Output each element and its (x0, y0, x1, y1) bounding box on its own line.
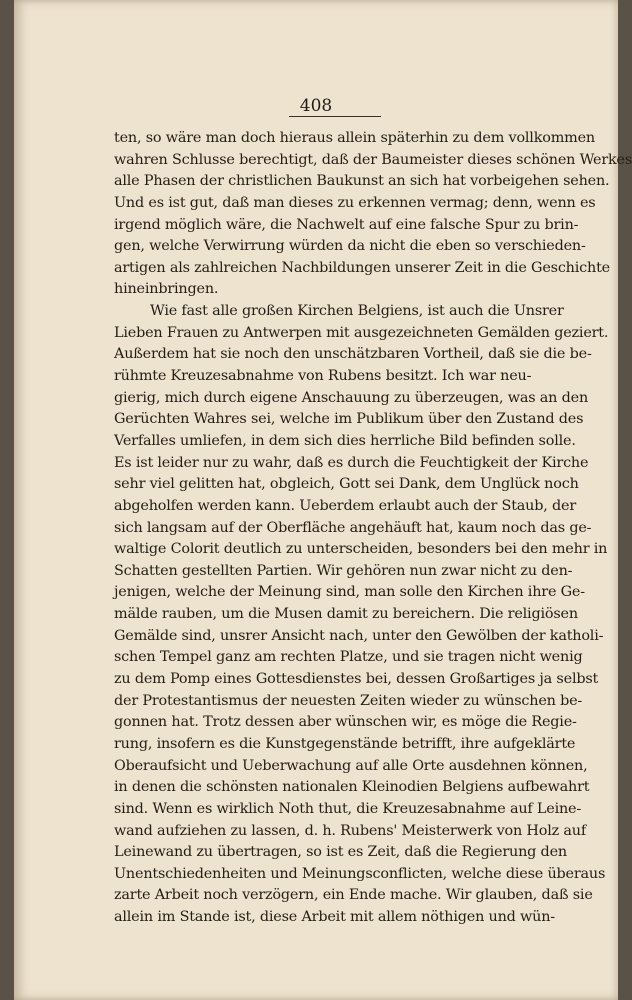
header-rule (289, 116, 381, 117)
text-line: Unentschiedenheiten und Meinungsconflicten, welche diese überaus (114, 865, 606, 882)
text-line: waltige Colorit deutlich zu unterscheiden, besonders bei den mehr in (114, 541, 608, 558)
text-line: sich langsam auf der Oberfläche angehäuft hat, kaum noch das ge- (114, 519, 592, 536)
text-line: in denen die schönsten nationalen Kleinodien Belgiens aufbewahrt (114, 779, 590, 796)
text-line: allein im Stande ist, diese Arbeit mit allem nöthigen und wün- (114, 909, 555, 926)
text-line: Es ist leider nur zu wahr, daß es durch die Feuchtigkeit der Kirche (114, 454, 589, 471)
text-line: Lieben Frauen zu Antwerpen mit ausgezeichneten Gemälden geziert. (114, 324, 609, 341)
text-line: irgend möglich wäre, die Nachwelt auf eine falsche Spur zu brin- (114, 216, 579, 233)
text-line: abgeholfen werden kann. Ueberdem erlaubt auch der Staub, der (114, 497, 577, 514)
text-line: wahren Schlusse berechtigt, daß der Baumeister dieses schönen Werkes (114, 151, 632, 168)
text-line: Wie fast alle großen Kirchen Belgiens, ist auch die Unsrer (150, 303, 564, 320)
text-line: Außerdem hat sie noch den unschätzbaren Vortheil, daß sie die be- (114, 346, 592, 363)
text-line: gonnen hat. Trotz dessen aber wünschen wir, es möge die Regie- (114, 714, 577, 731)
text-line: mälde rauben, um die Musen damit zu bereichern. Die religiösen (114, 606, 578, 623)
text-line: zarte Arbeit noch verzögern, ein Ende mache. Wir glauben, daß sie (114, 887, 593, 904)
text-line: der Protestantismus der neuesten Zeiten wieder zu wünschen be- (114, 692, 583, 709)
text-line: gierig, mich durch eigene Anschauung zu überzeugen, was an den (114, 389, 589, 406)
text-line: Oberaufsicht und Ueberwachung auf alle Orte ausdehnen können, (114, 757, 588, 774)
text-line: wand aufziehen zu lassen, d. h. Rubens' Meisterwerk von Holz auf (114, 822, 586, 839)
text-line: gen, welche Verwirrung würden da nicht die eben so verschieden- (114, 238, 586, 255)
body-text (114, 128, 632, 929)
text-line: Und es ist gut, daß man dieses zu erkennen vermag; denn, wenn es (114, 194, 596, 211)
text-line: sehr viel gelitten hat, obgleich, Gott sei Dank, dem Unglück noch (114, 476, 579, 493)
text-line: sind. Wenn es wirklich Noth thut, die Kreuzesabnahme auf Leine- (114, 800, 582, 817)
text-line: zu dem Pomp eines Gottesdienstes bei, dessen Großartiges ja selbst (114, 671, 599, 688)
text-line: rung, insofern es die Kunstgegenstände betrifft, ihre aufgeklärte (114, 735, 576, 752)
text-line: ten, so wäre man doch hieraus allein späterhin zu dem vollkommen (114, 130, 595, 146)
book-page (14, 0, 632, 1000)
text-line: artigen als zahlreichen Nachbildungen unserer Zeit in die Geschichte (114, 259, 610, 276)
text-line: Leinewand zu übertragen, so ist es Zeit, daß die Regierung den (114, 844, 567, 861)
page-number: 408 (299, 96, 333, 116)
text-line: schen Tempel ganz am rechten Platze, und sie tragen nicht wenig (114, 649, 583, 666)
text-line: rühmte Kreuzesabnahme von Rubens besitzt. Ich war neu- (114, 368, 532, 385)
text-line: Schatten gestellten Partien. Wir gehören nun zwar nicht zu den- (114, 562, 573, 579)
text-line: jenigen, welche der Meinung sind, man solle den Kirchen ihre Ge- (114, 584, 585, 601)
text-line: Gerüchten Wahres sei, welche im Publikum über den Zustand des (114, 411, 584, 428)
text-line: hineinbringen. (114, 281, 219, 298)
text-line: Gemälde sind, unsrer Ansicht nach, unter den Gewölben der katholi- (114, 627, 604, 644)
text-line: alle Phasen der christlichen Baukunst an sich hat vorbeigehen sehen. (114, 173, 610, 190)
text-line: Verfalles umliefen, in dem sich dies herrliche Bild befinden solle. (114, 432, 576, 449)
